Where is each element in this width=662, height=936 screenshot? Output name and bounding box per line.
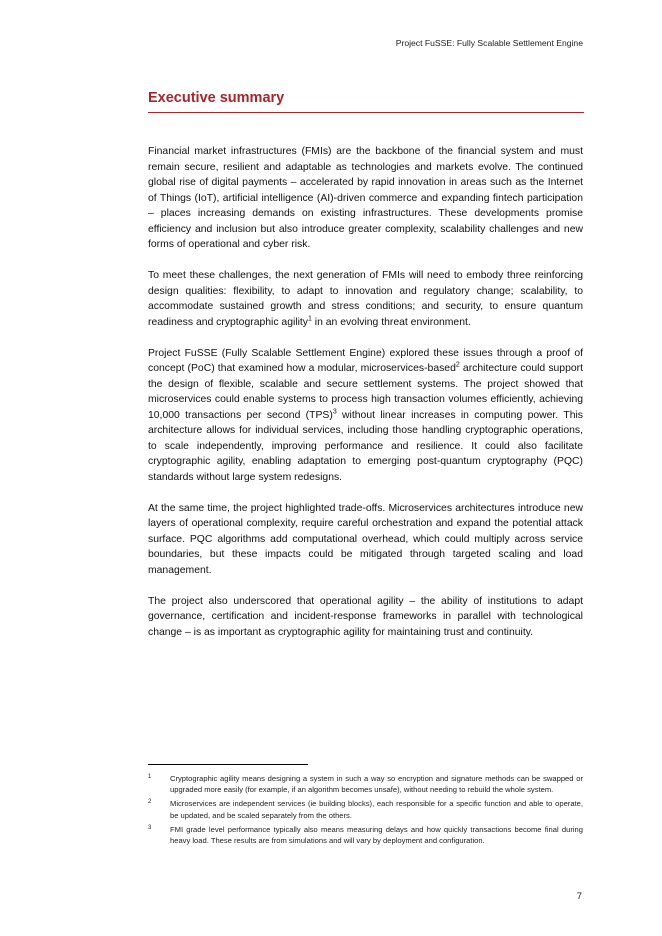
- paragraph-3-part-3: without linear increases in computing power. This architecture allows for individual services, including those handling cryptographic operations, to scale independently, improving performance and resilience. It could also facilitate cryptographic agility, enabling adaptation to emerging post-quantum cryptography (PQC) standards without large system redesigns.: [148, 409, 583, 483]
- paragraph-4: At the same time, the project highlighted trade-offs. Microservices architectures introduce new layers of operational complexity, require careful orchestration and expand the potential attack surface. PQC algorithms add computational overhead, which could multiply across service boundaries, but these impacts could be mitigated through targeted scaling and load management.: [148, 502, 583, 576]
- footnote-number: 1: [148, 774, 152, 780]
- paragraph-2: [148, 268, 583, 330]
- footnote-text: Cryptographic agility means designing a system in such a way so encryption and signature methods can be swapped or upgraded more easily (for example, if an algorithm becomes unsafe), without needing to rebuild the whole system.: [170, 774, 583, 795]
- paragraph-3: [148, 346, 583, 486]
- footnote-3: [148, 824, 583, 846]
- running-header: Project FuSSE: Fully Scalable Settlement Engine: [395, 38, 583, 48]
- footnote-2: [148, 798, 583, 820]
- paragraph-1: Financial market infrastructures (FMIs) are the backbone of the financial system and must remain secure, resilient and adaptable as technologies and markets evolve. The continued global rise of digital payments – accelerated by rapid innovation in areas such as the Internet of Things (IoT), artificial intelligence (AI)-driven commerce and expanding fintech participation – places increasing demands on existing infrastructures. These developments promise efficiency and inclusion but also introduce greater complexity, scalability challenges and new forms of operational and cyber risk.: [148, 146, 583, 250]
- page-number: 7: [576, 891, 582, 902]
- footnote-text: FMI grade level performance typically also means measuring delays and how quickly transactions become final during heavy load. These results are from simulations and will vary by deployment and configuration.: [170, 824, 583, 846]
- footnote-ref-3[interactable]: 3: [332, 408, 337, 416]
- section-title: Executive summary: [148, 90, 285, 106]
- footnote-ref-2[interactable]: 2: [455, 361, 460, 369]
- footnote-number: 2: [148, 799, 152, 806]
- footnote-text: Microservices are independent services (ie building blocks), each responsible for a specific function and able to operate, be updated, and be scaled separately from the others.: [170, 799, 583, 820]
- footnotes: [148, 773, 583, 849]
- footnote-1: [148, 773, 583, 795]
- body-text: [148, 144, 583, 640]
- paragraph-5: The project also underscored that operational agility – the ability of institutions to adapt governance, certification and incident-response frameworks in parallel with technological change – is as important as cryptographic agility for maintaining trust and continuity.: [148, 595, 583, 638]
- footnote-ref-1[interactable]: 1: [308, 315, 312, 323]
- title-underline: [148, 112, 584, 113]
- paragraph-3-part-2: architecture could support the design of flexible, scalable and secure settlement systems. The project showed that microservices could enable systems to process high transaction volumes efficiently, achieving 10,000 transactions per second (TPS): [148, 363, 583, 421]
- paragraph-2-part-1: To meet these challenges, the next generation of FMIs will need to embody three reinforcing design qualities: flexibility, to adapt to innovation and regulatory change; scalability, to accommodate sustained growth and stress conditions; and security, to ensure quantum readiness and cryptographic agility: [148, 270, 583, 328]
- paragraph-3-part-1: Project FuSSE (Fully Scalable Settlement Engine) explored these issues through a proof of concept (PoC) that examined how a modular, microservices-based: [148, 347, 583, 374]
- footnote-number: 3: [148, 824, 152, 831]
- paragraph-2-part-2: in an evolving threat environment.: [311, 316, 471, 328]
- footnote-separator: [148, 764, 308, 765]
